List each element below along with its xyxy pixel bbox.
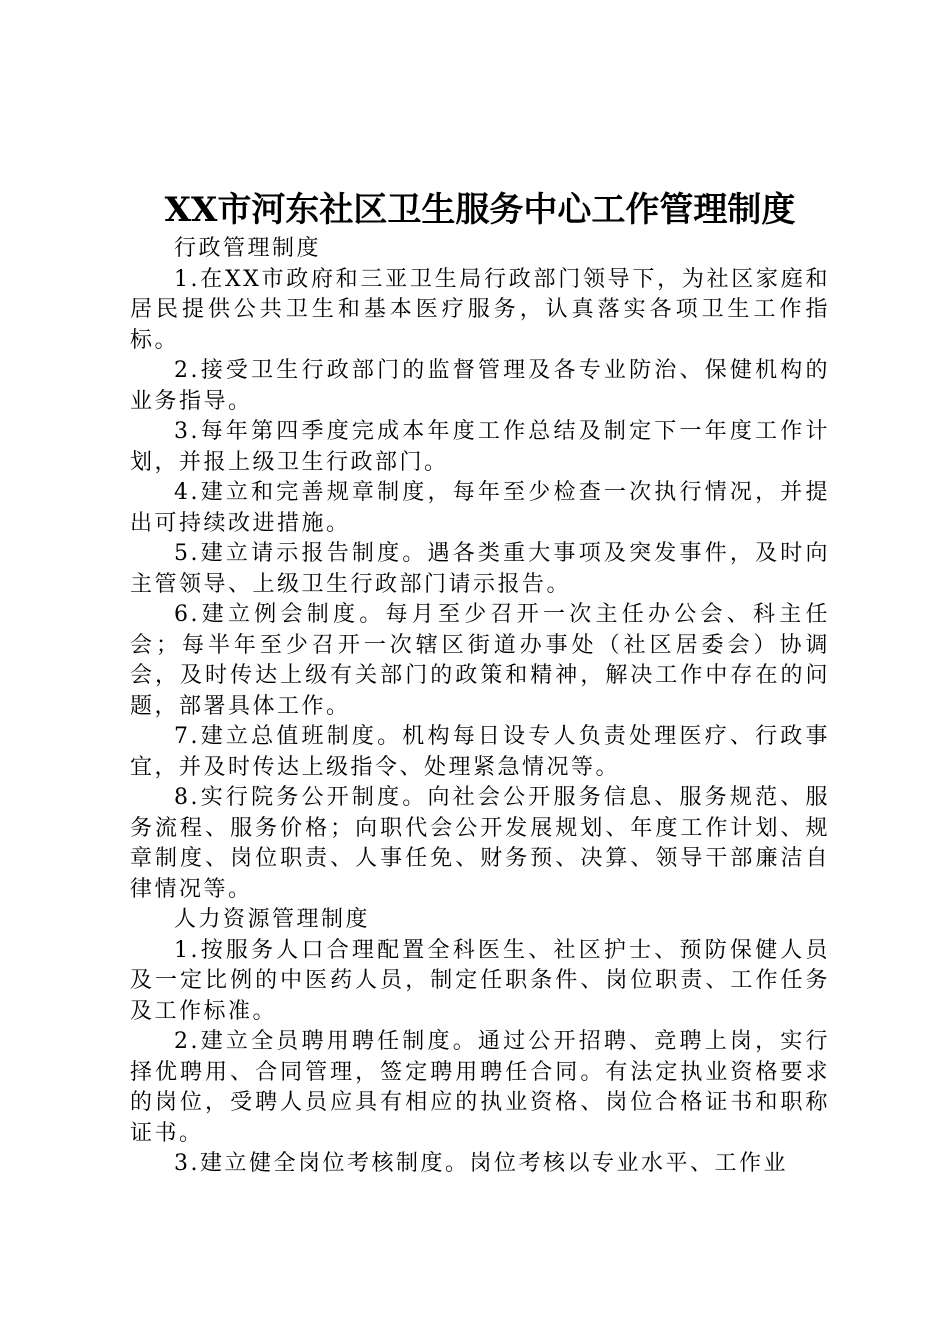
paragraph: 1.按服务人口合理配置全科医生、社区护士、预防保健人员及一定比例的中医药人员，制定任职条件、岗位职责、工作任务及工作标准。: [130, 937, 830, 1024]
document-body: [130, 234, 830, 1180]
paragraph: 5.建立请示报告制度。遇各类重大事项及突发事件，及时向主管领导、上级卫生行政部门请示报告。: [130, 541, 830, 597]
section-heading-human-resources: 人力资源管理制度: [174, 907, 371, 932]
paragraph: 2.接受卫生行政部门的监督管理及各专业防治、保健机构的业务指导。: [130, 358, 830, 414]
paragraph: 4.建立和完善规章制度，每年至少检查一次执行情况，并提出可持续改进措施。: [130, 480, 830, 536]
document-title: XX市河东社区卫生服务中心工作管理制度: [164, 190, 796, 230]
paragraph: 6.建立例会制度。每月至少召开一次主任办公会、科主任会；每半年至少召开一次辖区街道办事处（社区居委会）协调会，及时传达上级有关部门的政策和精神，解决工作中存在的问题，部署具体工作。: [130, 602, 830, 719]
paragraph: 7.建立总值班制度。机构每日设专人负责处理医疗、行政事宜，并及时传达上级指令、处理紧急情况等。: [130, 724, 830, 780]
paragraph: 3.建立健全岗位考核制度。岗位考核以专业水平、工作业: [174, 1151, 788, 1176]
document-page: [130, 186, 830, 1180]
paragraph: 2.建立全员聘用聘任制度。通过公开招聘、竞聘上岗，实行择优聘用、合同管理，签定聘用聘任合同。有法定执业资格要求的岗位，受聘人员应具有相应的执业资格、岗位合格证书和职称证书。: [130, 1029, 830, 1146]
paragraph: 8.实行院务公开制度。向社会公开服务信息、服务规范、服务流程、服务价格；向职代会公开发展规划、年度工作计划、规章制度、岗位职责、人事任免、财务预、决算、领导干部廉洁自律情况等。: [130, 785, 830, 902]
paragraph: 1.在XX市政府和三亚卫生局行政部门领导下，为社区家庭和居民提供公共卫生和基本医疗服务，认真落实各项卫生工作指标。: [130, 266, 830, 353]
paragraph: 3.每年第四季度完成本年度工作总结及制定下一年度工作计划，并报上级卫生行政部门。: [130, 419, 830, 475]
section-heading-administration: 行政管理制度: [174, 236, 322, 261]
